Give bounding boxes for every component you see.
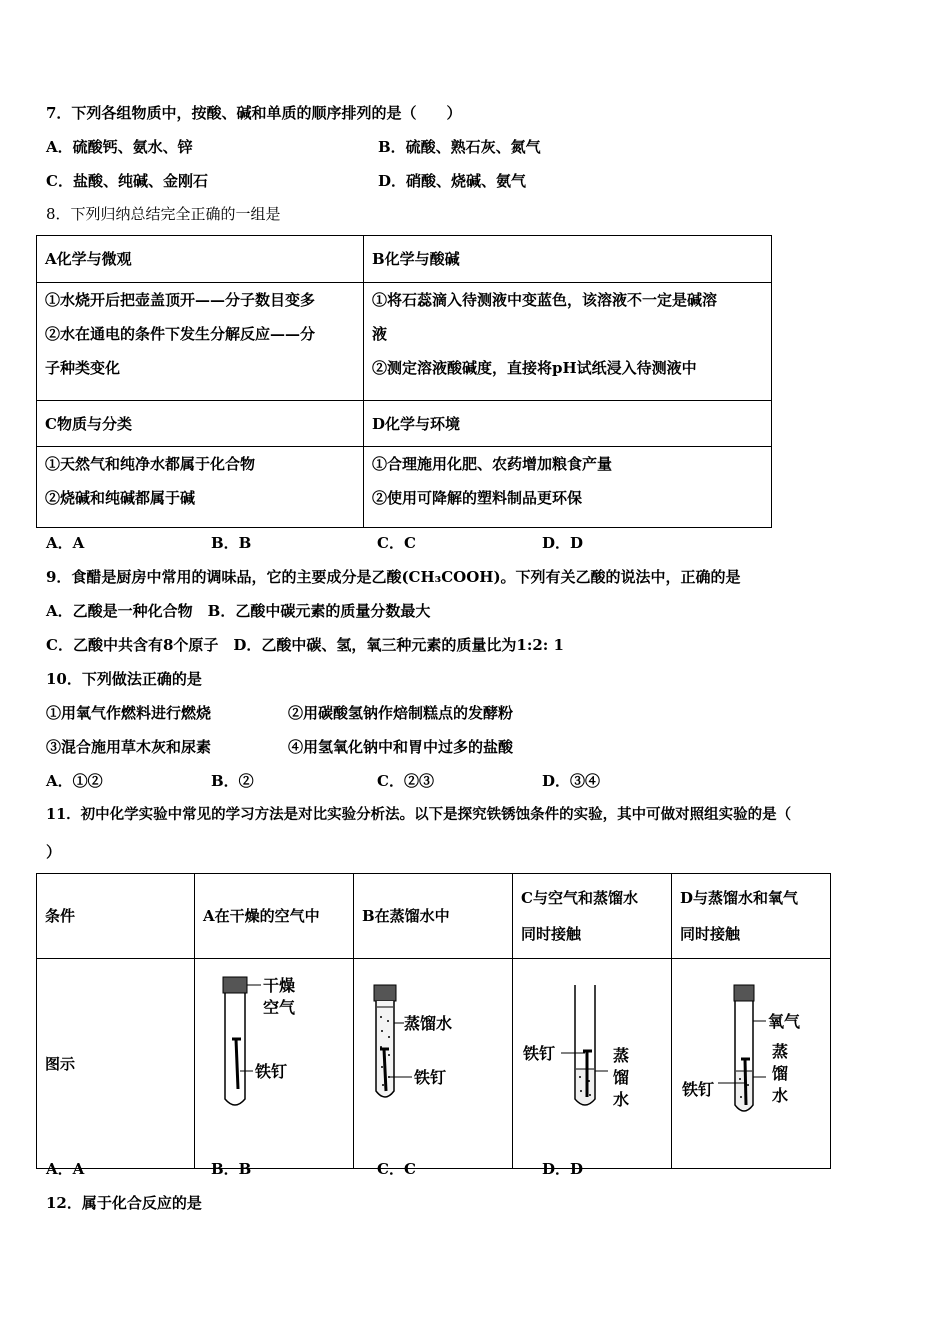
q9-options-cd: C．乙酸中共含有8个原子 D．乙酸中碳、氢，氧三种元素的质量比为1:2: 1	[46, 636, 564, 654]
q8-option-d: D．D	[542, 534, 584, 552]
q12-stem: 12．属于化合反应的是	[46, 1194, 202, 1212]
q8-cell-d-body	[364, 447, 772, 528]
q9-stem: 9．食醋是厨房中常用的调味品，它的主要成分是乙酸(CH₃COOH)。下列有关乙酸的说法中，正确的是	[46, 568, 741, 586]
nail-icon	[745, 1059, 746, 1105]
figure-d-label-nail: 铁钉	[682, 1080, 715, 1099]
q11-row-figure-label: 图示	[37, 959, 195, 1169]
figure-c-label-water-1: 蒸	[613, 1046, 630, 1065]
q11-figure-d-cell	[672, 959, 831, 1169]
test-tube-water-and-oxygen-figure	[672, 959, 830, 1155]
q7-option-c: C．盐酸、纯碱、金刚石	[46, 172, 208, 190]
figure-a-label-air: 空气	[263, 998, 296, 1017]
q8-a-line-2: ②水在通电的条件下发生分解反应——分	[45, 325, 316, 343]
figure-c-label-water-3: 水	[613, 1090, 630, 1109]
q8-option-b: B．B	[211, 534, 252, 552]
test-tube-dry-air-figure	[195, 959, 353, 1155]
figure-a-label-dry: 干燥	[263, 976, 296, 995]
stopper-icon	[734, 985, 754, 1001]
figure-c-label-water-2: 馏	[613, 1068, 630, 1087]
q11-row-condition-label: 条件	[37, 874, 195, 959]
q11-col-d	[672, 874, 831, 959]
q9-options-ab: A．乙酸是一种化合物 B．乙酸中碳元素的质量分数最大	[46, 602, 431, 620]
q8-cell-b-title: B化学与酸碱	[364, 236, 772, 283]
q11-col-d-line-2: 同时接触	[680, 925, 741, 943]
q11-col-a: A在干燥的空气中	[195, 874, 354, 959]
stopper-icon	[374, 985, 396, 1001]
figure-d-label-water-3: 水	[772, 1086, 789, 1105]
q7-stem: 7．下列各组物质中，按酸、碱和单质的顺序排列的是（ ）	[46, 104, 462, 122]
stopper-icon	[223, 977, 247, 993]
q10-option-c: C．②③	[377, 772, 434, 790]
q10-item-4: ④用氢氧化钠中和胃中过多的盐酸	[288, 738, 514, 756]
figure-b-label-nail: 铁钉	[414, 1068, 447, 1087]
q8-cell-d-title: D化学与环境	[364, 401, 772, 447]
q8-c-line-1: ①天然气和纯净水都属于化合物	[45, 455, 256, 473]
q11-stem: 11．初中化学实验中常见的学习方法是对比实验分析法。以下是探究铁锈蚀条件的实验，其中可做对照组实验的是（	[46, 806, 792, 823]
q10-option-b: B．②	[211, 772, 254, 790]
q10-option-a: A．①②	[46, 772, 103, 790]
q8-c-line-2: ②烧碱和纯碱都属于碱	[45, 489, 196, 507]
q11-option-d: D．D	[542, 1160, 584, 1178]
q8-b-line-3: ②测定溶液酸碱度，直接将pH试纸浸入待测液中	[372, 359, 697, 377]
q10-stem: 10．下列做法正确的是	[46, 670, 202, 688]
figure-b-label-water: 蒸馏水	[404, 1014, 453, 1033]
q7-option-d: D．硝酸、烧碱、氨气	[378, 172, 527, 190]
q11-col-c-line-1: C与空气和蒸馏水	[521, 889, 638, 907]
q10-item-2: ②用碳酸氢钠作焙制糕点的发酵粉	[288, 704, 514, 722]
q8-d-line-2: ②使用可降解的塑料制品更环保	[372, 489, 583, 507]
q8-b-line-2: 液	[372, 325, 388, 343]
q11-stem-end: ）	[46, 843, 62, 861]
nail-icon	[236, 1039, 238, 1089]
q11-col-d-line-1: D与蒸馏水和氧气	[680, 889, 799, 907]
q11-col-b: B在蒸馏水中	[354, 874, 513, 959]
q8-option-c: C．C	[377, 534, 416, 552]
q8-cell-a-body	[37, 283, 364, 401]
q11-col-c	[513, 874, 672, 959]
q8-cell-a-title: A化学与微观	[37, 236, 364, 283]
q8-option-a: A．A	[46, 534, 85, 552]
figure-d-label-water-2: 馏	[772, 1064, 789, 1083]
q7-option-b: B．硫酸、熟石灰、氮气	[378, 138, 541, 156]
q8-table	[36, 235, 772, 528]
q10-item-1: ①用氧气作燃料进行燃烧	[46, 704, 212, 722]
q11-figure-b-cell	[354, 959, 513, 1169]
q11-option-b: B．B	[211, 1160, 252, 1178]
q11-figure-a-cell	[195, 959, 354, 1169]
nail-icon	[384, 1049, 386, 1091]
q8-stem: 8．下列归纳总结完全正确的一组是	[46, 205, 281, 223]
test-tube-distilled-water-figure	[354, 959, 512, 1155]
figure-a-label-nail: 铁钉	[255, 1062, 288, 1081]
q11-figure-c-cell	[513, 959, 672, 1169]
q8-d-line-1: ①合理施用化肥、农药增加粮食产量	[372, 455, 613, 473]
q10-option-d: D．③④	[542, 772, 601, 790]
q8-a-line-3: 子种类变化	[45, 359, 121, 377]
q8-b-line-1: ①将石蕊滴入待测液中变蓝色，该溶液不一定是碱溶	[372, 291, 718, 309]
figure-d-label-oxygen: 氧气	[768, 1012, 801, 1031]
q8-cell-c-title: C物质与分类	[37, 401, 364, 447]
test-tube-air-and-water-figure	[513, 959, 671, 1155]
q11-table	[36, 873, 831, 1169]
q11-col-c-line-2: 同时接触	[521, 925, 582, 943]
figure-d-label-water-1: 蒸	[772, 1042, 789, 1061]
q11-option-a: A．A	[46, 1160, 85, 1178]
q8-a-line-1: ①水烧开后把壶盖顶开——分子数目变多	[45, 291, 316, 309]
q8-cell-b-body	[364, 283, 772, 401]
figure-c-label-nail: 铁钉	[523, 1044, 556, 1063]
q11-option-c: C．C	[377, 1160, 416, 1178]
q8-cell-c-body	[37, 447, 364, 528]
q10-item-3: ③混合施用草木灰和尿素	[46, 738, 212, 756]
q7-option-a: A．硫酸钙、氨水、锌	[46, 138, 193, 156]
